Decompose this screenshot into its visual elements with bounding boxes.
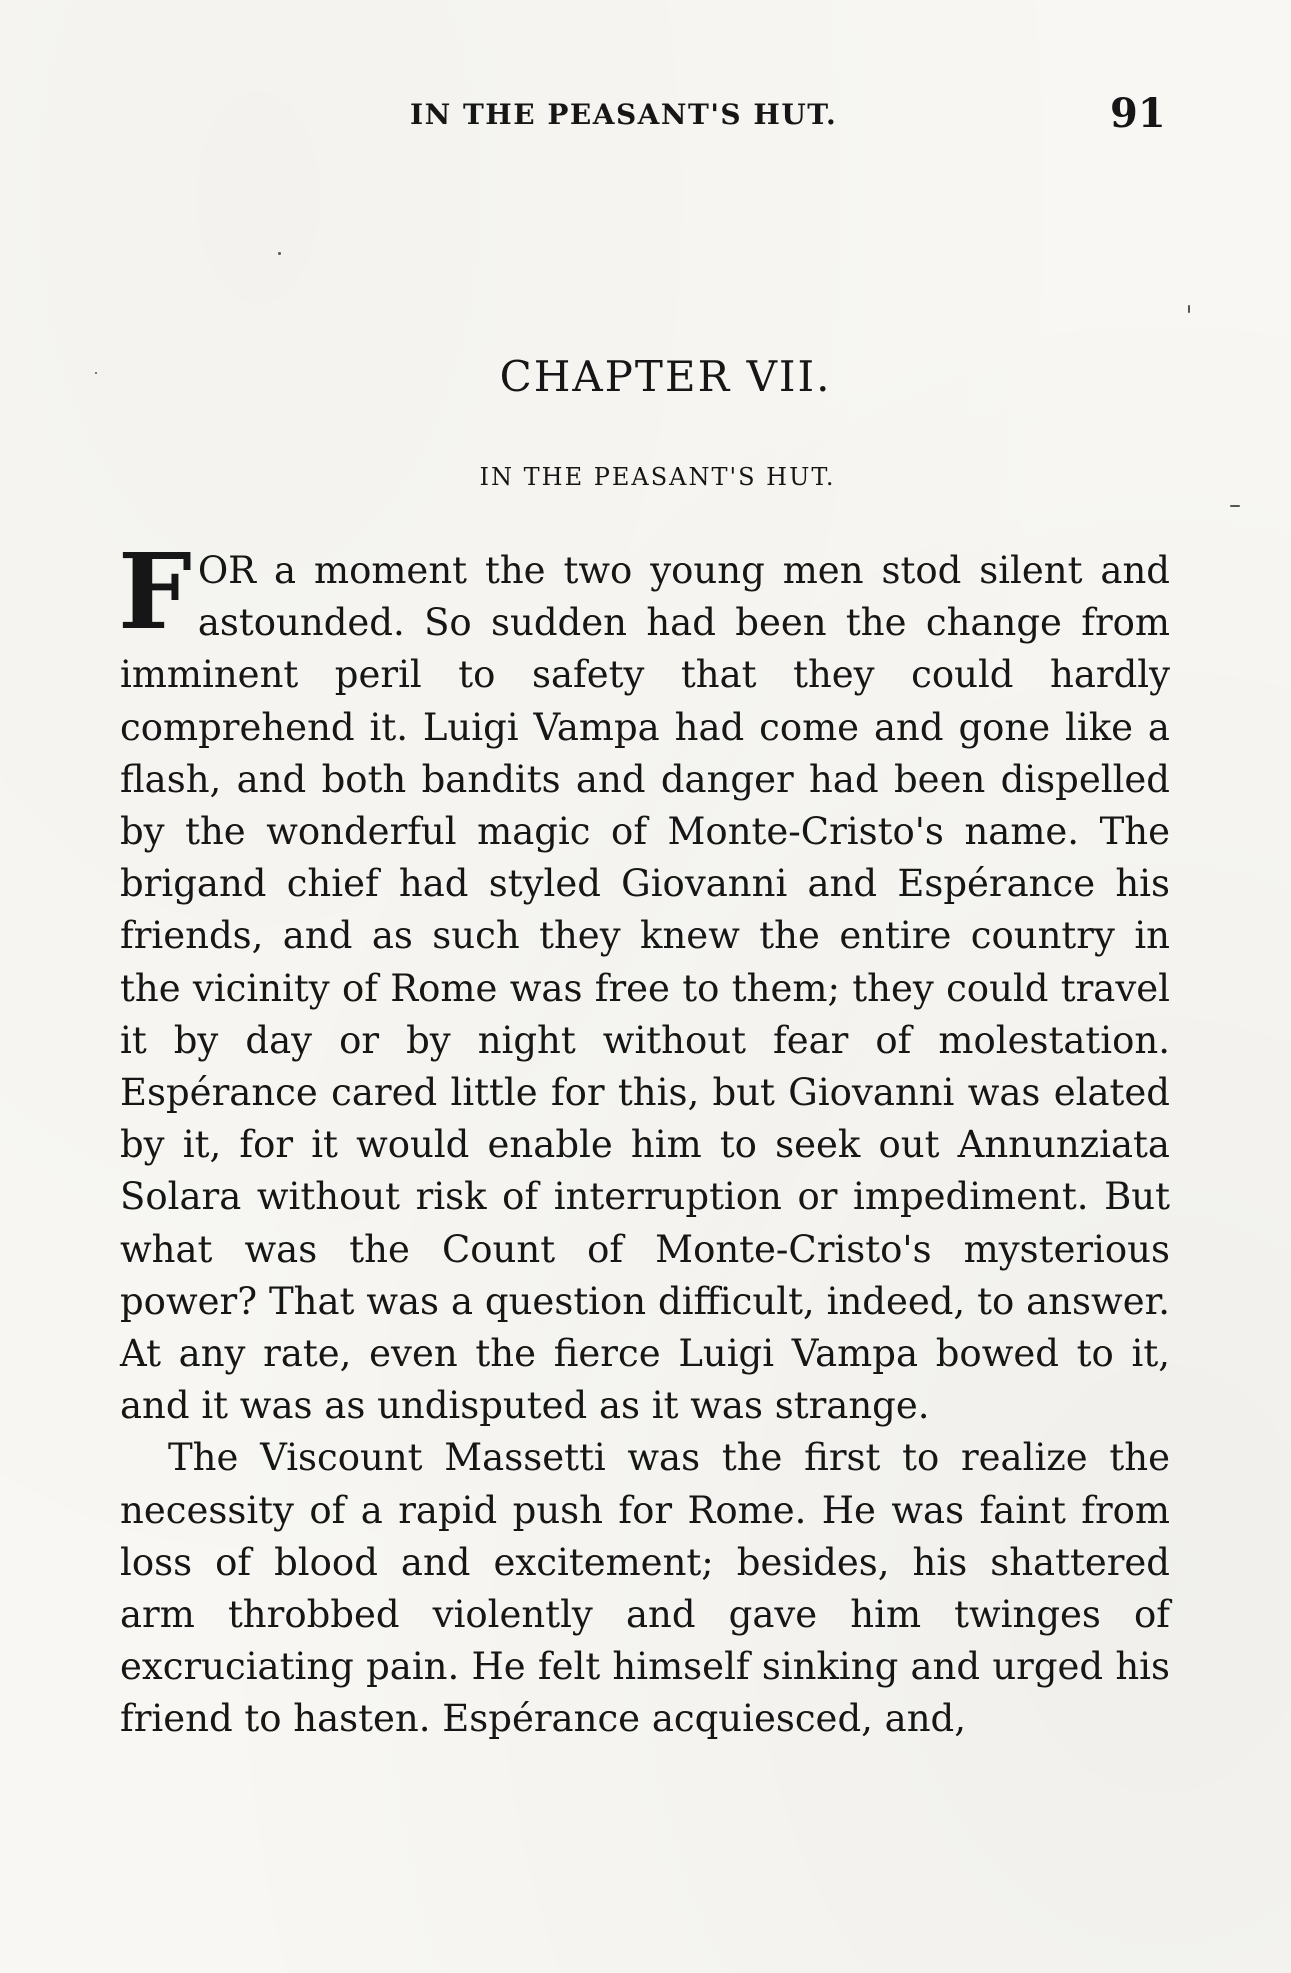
paper-speck [1188,305,1190,313]
paper-speck [278,252,281,255]
paper-speck [1230,505,1240,507]
body-text [118,530,1170,1746]
chapter-title: CHAPTER VII. [499,352,832,401]
page-number: 91 [1110,90,1166,137]
drop-cap: F [118,530,192,653]
paragraph-2: The Viscount Massetti was the first to realize the necessity of a rapid push for Rome. He was faint from loss of blood and excitement; besides, his shattered arm throbbed violently and gave him twinges of excruciating pain. He felt himself sinking and urged his friend to hasten. Espérance acquiesced, and, [120,1436,1170,1741]
running-head: IN THE PEASANT'S HUT. [410,98,838,131]
chapter-subtitle: IN THE PEASANT'S HUT. [479,463,836,491]
paper-speck [95,372,97,374]
paragraph-1-text: OR a moment the two young men stod silent and astounded. So sudden had been the change from imminent peril to safety that they could hardly comprehend it. Luigi Vampa had come and gone like a flash, and both bandits and danger had been dispelled by the wonderful magic of Monte-Cristo's name. The brigand chief had styled Giovanni and Espérance his friends, and as such they knew the entire country in the vicinity of Rome was free to them; they could travel it by day or by night without fear of molestation. Espérance cared little for this, but Giovanni was elated by it, for it would enable him to seek out Annunziata Solara without risk of interruption or impediment. But what was the Count of Monte-Cristo's mysterious power? That was a question difficult, indeed, to answer. At any rate, even the fierce Luigi Vampa bowed to it, and it was as undisputed as it was strange. [120,549,1170,1428]
paragraph-1 [118,530,1170,1432]
